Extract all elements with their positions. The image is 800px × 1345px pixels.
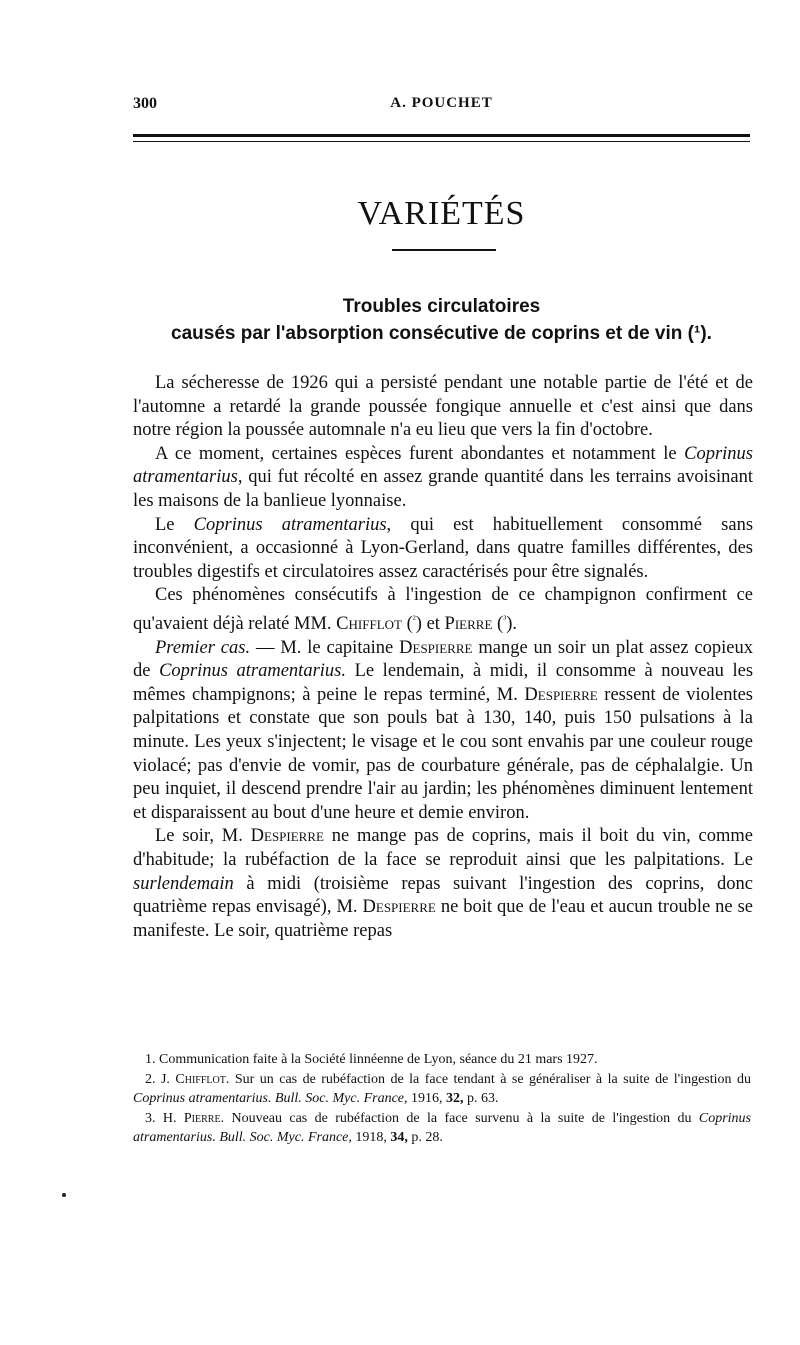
paragraph-1: La sécheresse de 1926 qui a persisté pendant une notable partie de l'été et de l'automne a retardé la grande poussée fongique annuelle et c'est ainsi que dans notre région la poussée automnale n'a eu lieu que vers la fin d'octobre. bbox=[133, 373, 753, 441]
p5-text-d: ressent de violentes palpitations et constate que son pouls bat à 130, 140, puis 150 pulsations à la minute. Les yeux s'injectent; le visage et le cou sont envahis par une couleur rouge violacé; pas d'envie de vomir, pas de courbature générale, pas de céphalalgie. Un peu inquiet, il descend prendre l'air au jardin; les phénomènes diminuent lentement et disparaissent au bout d'une heure et demie environ. bbox=[133, 684, 754, 823]
author-name: Chifflot bbox=[175, 1071, 226, 1087]
citation-source: Coprinus atramentarius. Bull. Soc. Myc. France bbox=[133, 1091, 405, 1106]
p4-and: et bbox=[426, 614, 440, 635]
author-name: Pierre bbox=[183, 1110, 221, 1126]
p6-text-a: Le soir, M. bbox=[155, 826, 243, 847]
paragraph-2 bbox=[133, 443, 753, 514]
author-name: Chifflot bbox=[336, 614, 402, 635]
title-divider bbox=[392, 249, 496, 251]
footnote-3 bbox=[133, 1109, 751, 1148]
article-body bbox=[133, 372, 753, 943]
person-name: Despierre bbox=[399, 637, 473, 658]
article-title-line2 bbox=[133, 320, 750, 347]
article-title bbox=[133, 293, 750, 347]
fn3-text-b: . Nouveau cas de rubéfaction de la face survenu à la suite de l'ingestion du bbox=[220, 1110, 692, 1126]
p3-text-b: , qui est habituellement consommé sans inconvénient, a occasionné à Lyon-Gerland, dans quatre familles différentes, des troubles digestifs et circulatoires assez caractérisés pour être signalés. bbox=[133, 514, 754, 582]
fn2-text-a: 2. J. bbox=[145, 1071, 170, 1087]
case-heading: Premier cas. bbox=[155, 637, 251, 658]
p6-text-d: ne boit que de l'eau et aucun trouble ne se manifeste. Le soir, quatrième repas bbox=[133, 897, 754, 941]
footnote-1: 1. Communication faite à la Société linnéenne de Lyon, séance du 21 mars 1927. bbox=[145, 1052, 598, 1067]
volume-number: 32, bbox=[446, 1091, 464, 1106]
volume-number: 34, bbox=[390, 1130, 408, 1145]
article-title-line1: Troubles circulatoires bbox=[342, 296, 541, 317]
fn2-text-c: , 1916, bbox=[404, 1091, 443, 1106]
page-number: 300 bbox=[133, 95, 157, 112]
person-name: Despierre bbox=[524, 684, 598, 705]
person-name: Despierre bbox=[250, 826, 324, 847]
footnote-2 bbox=[133, 1070, 751, 1109]
p2-text-a: A ce moment, certaines espèces furent abondantes et notamment le bbox=[155, 443, 677, 464]
p2-text-b: , qui fut récolté en assez grande quantité dans les terrains avoisinant les maisons de la banlieue lyonnaise. bbox=[133, 467, 753, 511]
species-name: Coprinus atramentarius bbox=[133, 443, 754, 488]
fn2-text-b: . Sur un cas de rubéfaction de la face tendant à se généraliser à la suite de l'ingestion du bbox=[225, 1071, 751, 1087]
person-name: Despierre bbox=[362, 897, 436, 918]
paragraph-4: Ces phénomènes consécutifs à l'ingestion de ce champignon confirment ce qu'avaient déjà relaté MM. Chifflot ($^{^2}$) et Pierre ($^{^3}$). bbox=[133, 585, 753, 635]
emphasis-word: surlendemain bbox=[133, 873, 234, 894]
p6-text-c: à midi (troisième repas suivant l'ingestion des coprins, donc quatrième repas envisagé), M. bbox=[133, 873, 754, 918]
fn2-text-d: p. 63. bbox=[467, 1091, 499, 1106]
author-name: Pierre bbox=[444, 614, 493, 635]
article-title-text: causés par l'absorption consécutive de coprins et de vin bbox=[171, 323, 683, 344]
species-name: Coprinus atramentarius. bbox=[159, 661, 346, 682]
citation-source: Coprinus atramentarius. Bull. Soc. Myc. France bbox=[133, 1110, 751, 1145]
p4-text-a: Ces phénomènes consécutifs à l'ingestion de ce champignon confirment ce qu'avaient déjà relaté MM. bbox=[133, 585, 753, 635]
p3-text-a: Le bbox=[155, 514, 175, 535]
header-rule-thin bbox=[133, 141, 750, 142]
p5-text-b: mange un soir un plat assez copieux de bbox=[133, 637, 753, 682]
paragraph-6 bbox=[133, 825, 753, 943]
page-header bbox=[133, 95, 750, 119]
paragraph-5 bbox=[133, 637, 753, 826]
fn3-text-c: , 1918, bbox=[348, 1130, 387, 1145]
p6-text-b: ne mange pas de coprins, mais il boit du vin, comme d'habitude; la rubéfaction de la face se reproduit ainsi que les palpitations. Le bbox=[133, 826, 754, 871]
footnotes bbox=[133, 1050, 751, 1148]
section-title: VARIÉTÉS bbox=[357, 195, 526, 232]
p5-text-c: Le lendemain, à midi, il consomme à nouveau les mêmes champignons; à peine le repas terminé, M. bbox=[133, 661, 754, 705]
footnote-ref: ² bbox=[412, 613, 416, 625]
species-name: Coprinus atramentarius bbox=[193, 514, 387, 535]
running-head: A. POUCHET bbox=[390, 95, 493, 111]
paragraph-3 bbox=[133, 514, 753, 585]
header-rule-thick bbox=[133, 134, 750, 137]
fn3-text-a: 3. H. bbox=[145, 1110, 177, 1126]
footnote-ref: ³ bbox=[503, 613, 507, 625]
margin-speck bbox=[62, 1193, 66, 1197]
article-title-note: (¹). bbox=[687, 323, 712, 344]
p5-text-a: — M. le capitaine bbox=[255, 637, 394, 658]
fn3-text-d: p. 28. bbox=[411, 1130, 443, 1145]
